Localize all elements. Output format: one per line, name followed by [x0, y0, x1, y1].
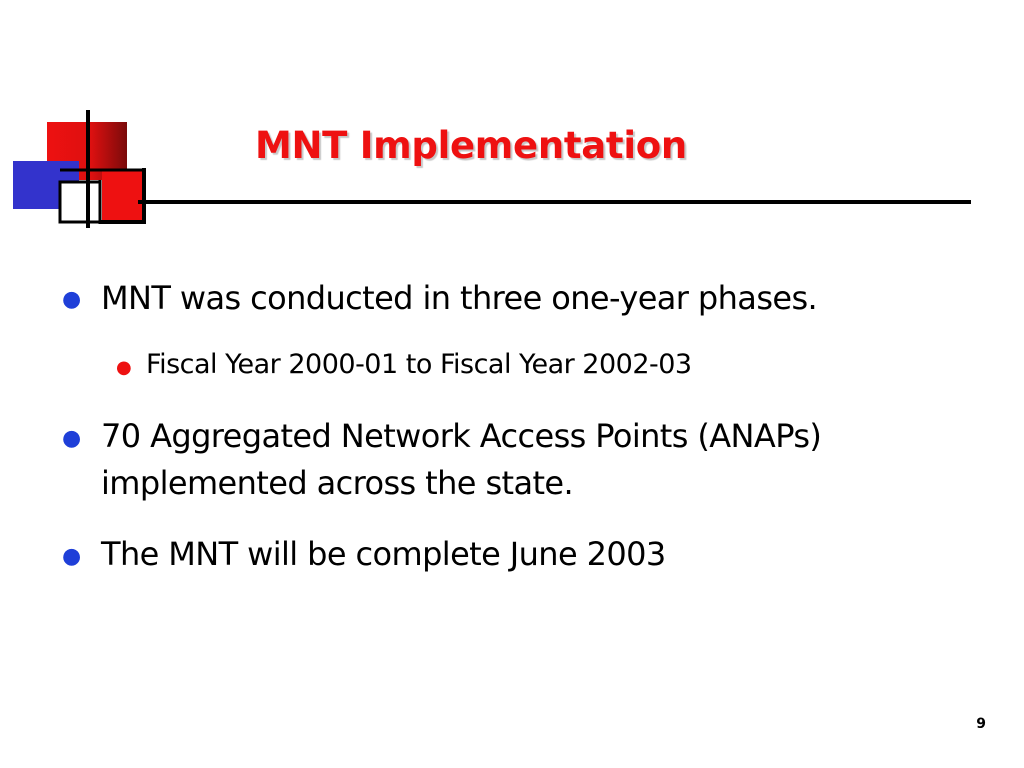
page-number: 9 — [976, 716, 986, 732]
bullet-dot-icon: ● — [62, 544, 82, 569]
bullet-dot-icon: ● — [62, 287, 82, 312]
bullet-item-line: 70 Aggregated Network Access Points (ANAPs) — [101, 417, 822, 455]
sub-bullet-dot-icon: ● — [116, 357, 132, 378]
bullet-item-line: implemented across the state. — [101, 464, 574, 502]
slide-title: MNT Implementation — [255, 124, 687, 167]
bullet-dot-icon: ● — [62, 426, 82, 451]
sub-bullet-item: Fiscal Year 2000-01 to Fiscal Year 2002-03 — [146, 349, 692, 380]
bullet-item: The MNT will be complete June 2003 — [101, 535, 666, 573]
bullet-item: MNT was conducted in three one-year phases. — [101, 279, 818, 317]
